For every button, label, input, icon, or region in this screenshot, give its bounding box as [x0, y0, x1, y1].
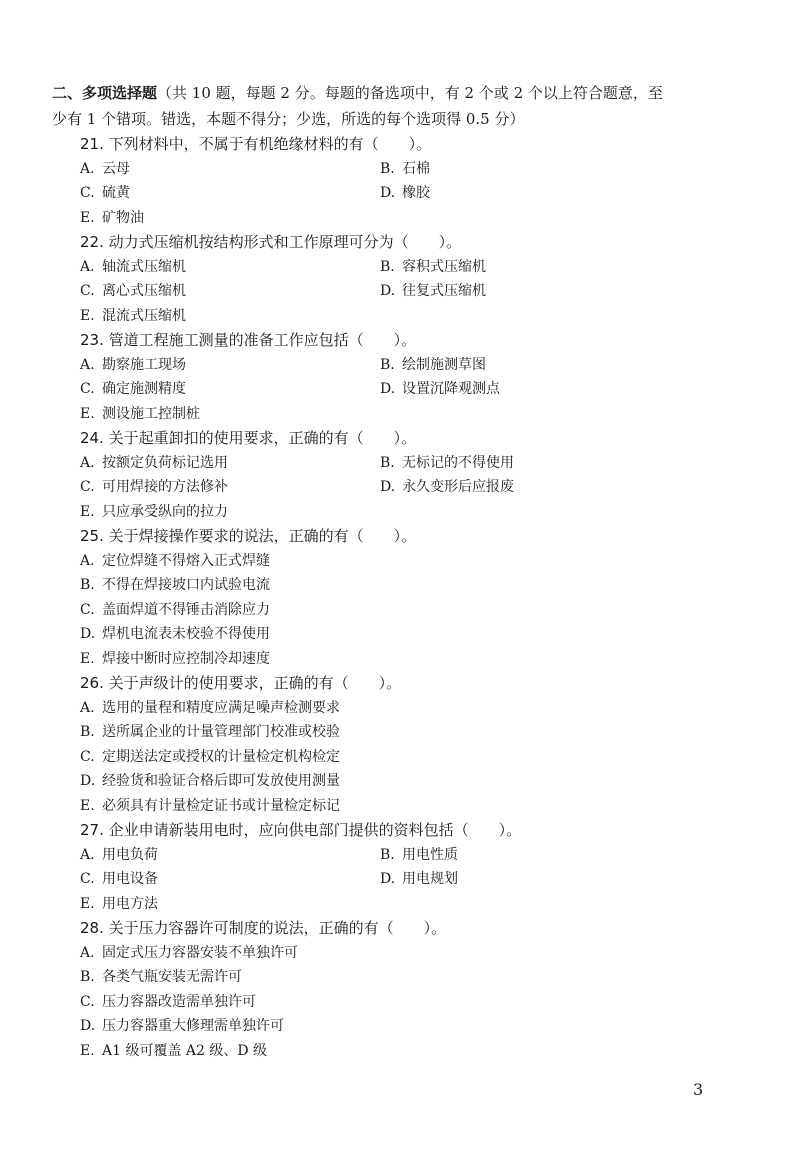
answer-option [80, 769, 340, 794]
option-letter: D. [380, 479, 396, 495]
option-text: 用电规划 [402, 871, 458, 887]
option-letter: D. [380, 283, 396, 299]
option-row [0, 794, 800, 819]
question-stem: 22. 动力式压缩机按结构形式和工作原理可分为（ ）。 [80, 233, 462, 251]
answer-option [380, 255, 486, 280]
option-row [0, 279, 800, 304]
option-text: 用电方法 [102, 895, 158, 912]
option-letter: D. [80, 773, 96, 789]
option-row [0, 867, 800, 892]
option-letter: C. [80, 871, 95, 887]
option-letter: E. [80, 405, 95, 422]
answer-option [80, 867, 158, 892]
answer-option [80, 720, 340, 745]
option-letter: A. [80, 944, 95, 961]
option-text: 盖面焊道不得锤击消除应力 [102, 601, 270, 618]
answer-option [80, 892, 158, 917]
option-row [0, 598, 800, 623]
option-row [0, 622, 800, 647]
option-text: 矿物油 [102, 209, 144, 226]
option-text: 固定式压力容器安装不单独许可 [102, 944, 298, 961]
option-letter: D. [80, 626, 96, 642]
answer-option [80, 965, 242, 990]
option-text: 往复式压缩机 [402, 283, 486, 299]
option-letter: D. [380, 185, 396, 201]
option-letter: E. [80, 895, 95, 912]
option-text: 焊机电流表未校验不得使用 [102, 626, 270, 642]
option-row [0, 892, 800, 917]
option-text: 用电设备 [102, 871, 158, 887]
answer-option [80, 255, 186, 280]
option-row [0, 181, 800, 206]
option-text: 硫黄 [102, 185, 130, 201]
option-letter: C. [80, 283, 95, 299]
option-text: 离心式压缩机 [102, 283, 186, 299]
question-stem: 26. 关于声级计的使用要求，正确的有（ ）。 [80, 674, 402, 692]
option-letter: B. [380, 454, 395, 471]
answer-option [380, 867, 458, 892]
option-row [0, 402, 800, 427]
answer-option [80, 647, 270, 672]
option-letter: A. [80, 846, 95, 863]
option-text: 选用的量程和精度应满足噪声检测要求 [102, 699, 340, 716]
answer-option [380, 157, 430, 182]
question-stem: 21. 下列材料中，不属于有机绝缘材料的有（ ）。 [80, 135, 432, 153]
answer-option [80, 843, 158, 868]
option-text: 送所属企业的计量管理部门校准或校验 [102, 724, 340, 740]
option-text: 测设施工控制桩 [102, 405, 200, 422]
option-row [0, 647, 800, 672]
option-letter: C. [80, 748, 95, 765]
answer-option [80, 206, 144, 231]
answer-option [80, 696, 340, 721]
option-letter: E. [80, 503, 95, 520]
option-row [0, 720, 800, 745]
option-letter: A. [80, 454, 95, 471]
option-row [0, 769, 800, 794]
option-text: 焊接中断时应控制冷却速度 [102, 650, 270, 667]
option-letter: A. [80, 552, 95, 569]
option-letter: A. [80, 699, 95, 716]
answer-option [380, 353, 486, 378]
option-row [0, 1014, 800, 1039]
answer-option [80, 794, 340, 819]
option-text: 云母 [102, 160, 130, 177]
answer-option [380, 377, 500, 402]
option-row [0, 965, 800, 990]
section-instructions-line1: （共 10 题，每题 2 分。每题的备选项中，有 2 个或 2 个以上符合题意，至 [157, 84, 663, 102]
option-row [0, 353, 800, 378]
option-row [0, 1039, 800, 1064]
option-letter: B. [80, 724, 95, 740]
answer-option [80, 353, 186, 378]
option-text: 按额定负荷标记选用 [102, 454, 228, 471]
option-letter: B. [380, 258, 395, 275]
option-letter: C. [80, 381, 95, 397]
answer-option [80, 941, 298, 966]
option-text: 轴流式压缩机 [102, 258, 186, 275]
option-text: 可用焊接的方法修补 [102, 479, 228, 495]
option-text: 绘制施测草图 [402, 356, 486, 373]
option-letter: A. [80, 160, 95, 177]
answer-option [380, 475, 514, 500]
option-letter: B. [380, 356, 395, 373]
option-row [0, 696, 800, 721]
option-text: 永久变形后应报废 [402, 479, 514, 495]
option-letter: B. [380, 846, 395, 863]
option-text: 混流式压缩机 [102, 307, 186, 324]
question-block [0, 328, 800, 426]
option-text: 石棉 [402, 160, 430, 177]
option-letter: D. [380, 871, 396, 887]
option-row [0, 255, 800, 280]
option-letter: C. [80, 479, 95, 495]
question-stem: 24. 关于起重卸扣的使用要求，正确的有（ ）。 [80, 429, 417, 447]
option-text: 定期送法定或授权的计量检定机构检定 [102, 748, 340, 765]
page-number: 3 [693, 1080, 704, 1099]
option-letter: B. [80, 577, 95, 593]
question-block [0, 230, 800, 328]
option-row [0, 304, 800, 329]
option-letter: A. [80, 356, 95, 373]
option-row [0, 500, 800, 525]
answer-option [80, 549, 270, 574]
question-block [0, 132, 800, 230]
answer-option [380, 843, 458, 868]
question-stem: 25. 关于焊接操作要求的说法，正确的有（ ）。 [80, 527, 417, 545]
answer-option [80, 745, 340, 770]
option-text: 橡胶 [402, 185, 430, 201]
option-letter: E. [80, 1042, 95, 1059]
answer-option [80, 573, 270, 598]
answer-option [380, 181, 430, 206]
option-text: 用电性质 [402, 846, 458, 863]
option-text: 经验货和验证合格后即可发放使用测量 [102, 773, 340, 789]
option-row [0, 745, 800, 770]
option-text: 无标记的不得使用 [402, 454, 514, 471]
option-text: 只应承受纵向的拉力 [102, 503, 228, 520]
question-stem: 28. 关于压力容器许可制度的说法，正确的有（ ）。 [80, 919, 447, 937]
question-stem: 23. 管道工程施工测量的准备工作应包括（ ）。 [80, 331, 417, 349]
answer-option [80, 451, 228, 476]
option-letter: D. [380, 381, 396, 397]
answer-option [80, 304, 186, 329]
option-text: 设置沉降观测点 [402, 381, 500, 397]
section-instructions-line2: 少有 1 个错项。错选，本题不得分；少选，所选的每个选项得 0.5 分） [52, 110, 525, 128]
option-row [0, 157, 800, 182]
answer-option [80, 402, 200, 427]
answer-option [80, 1014, 284, 1039]
answer-option [80, 377, 186, 402]
option-letter: C. [80, 601, 95, 618]
option-letter: D. [80, 1018, 96, 1034]
answer-option [80, 598, 270, 623]
answer-option [80, 622, 270, 647]
answer-option [380, 451, 514, 476]
option-row [0, 843, 800, 868]
option-row [0, 377, 800, 402]
answer-option [80, 990, 256, 1015]
option-text: 勘察施工现场 [102, 356, 186, 373]
option-row [0, 573, 800, 598]
option-text: 压力容器改造需单独许可 [102, 993, 256, 1010]
option-text: 确定施测精度 [102, 381, 186, 397]
option-text: 不得在焊接坡口内试验电流 [102, 577, 270, 593]
option-row [0, 206, 800, 231]
question-list [0, 132, 800, 1063]
answer-option [80, 279, 186, 304]
option-letter: C. [80, 993, 95, 1010]
option-letter: A. [80, 258, 95, 275]
option-letter: E. [80, 797, 95, 814]
option-row [0, 451, 800, 476]
answer-option [380, 279, 486, 304]
question-block [0, 426, 800, 524]
option-text: 容积式压缩机 [402, 258, 486, 275]
option-text: 各类气瓶安装无需许可 [102, 969, 242, 985]
answer-option [80, 500, 228, 525]
question-stem: 27. 企业申请新装用电时，应向供电部门提供的资料包括（ ）。 [80, 821, 522, 839]
option-letter: E. [80, 209, 95, 226]
question-block [0, 818, 800, 916]
answer-option [80, 1039, 267, 1064]
option-letter: B. [380, 160, 395, 177]
answer-option [80, 181, 130, 206]
option-text: A1 级可覆盖 A2 级、D 级 [102, 1042, 268, 1059]
option-text: 定位焊缝不得熔入正式焊缝 [102, 552, 270, 569]
option-letter: B. [80, 969, 95, 985]
option-row [0, 941, 800, 966]
option-letter: E. [80, 307, 95, 324]
option-text: 用电负荷 [102, 846, 158, 863]
option-text: 压力容器重大修理需单独许可 [102, 1018, 284, 1034]
section-header [52, 80, 742, 132]
answer-option [80, 475, 228, 500]
question-block [0, 524, 800, 671]
option-text: 必须具有计量检定证书或计量检定标记 [102, 797, 340, 814]
option-letter: C. [80, 185, 95, 201]
option-row [0, 990, 800, 1015]
answer-option [80, 157, 130, 182]
option-row [0, 475, 800, 500]
question-block [0, 916, 800, 1063]
question-block [0, 671, 800, 818]
option-letter: E. [80, 650, 95, 667]
option-row [0, 549, 800, 574]
section-title: 二、多项选择题 [52, 84, 158, 102]
